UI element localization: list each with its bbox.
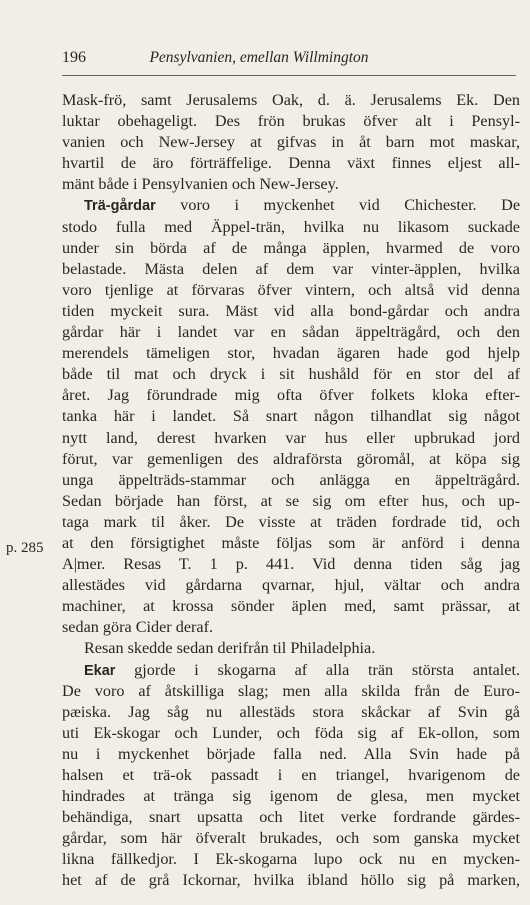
text-line [62,617,520,638]
text-line-content: under sin börda af de många äpplen, hvarmed de voro [62,238,520,257]
text-line [62,322,520,343]
text-line [62,364,520,385]
text-line [62,90,520,111]
text-line-content: mänt både i Pensylvanien och New-Jersey. [62,175,339,194]
text-line [62,217,520,238]
text-line-content: gjorde i skogarna af alla trän största antalet. [134,660,521,679]
text-line [62,111,520,132]
text-line-content: tiden myckeit sura. Mäst vid alla bond-gårdar och andra [62,301,520,320]
text-line [62,174,520,195]
text-line [62,533,520,554]
running-header [62,47,516,76]
text-line-content: at den försigtighet måste följas som är anförd i denna [62,533,520,552]
text-line [62,849,520,870]
text-line-content: gårdar här i landet var en sådan äppelträgård, och den [62,323,520,342]
text-line-content: voro i myckenhet vid Chichester. De [180,196,521,215]
text-line [62,828,520,849]
text-line [62,723,520,744]
text-line-content: uti Ek-skogar och Lunder, och föda sig af Ek-ollon, som [62,723,520,742]
text-line-content: machiner, at krossa sönder äplen med, samt prässar, at [62,597,520,616]
text-line [62,660,520,681]
text-line-content: taga mark til åker. De visste at träden fordrade tid, och [62,512,520,531]
text-line-content: het af de grå Ickornar, hvilka ibland höllo sig på marken, [62,871,520,890]
section-keyword: Ekar [84,662,116,679]
text-line [62,512,520,533]
text-line [62,449,520,470]
text-line [62,491,520,512]
text-line-content: luktar obehageligt. Des frön brukas öfver alt i Pensyl- [62,112,520,131]
text-line [62,596,520,617]
text-line-content: både til mat och dryck i sit hushåld för en stor del af [62,365,520,384]
text-line [62,132,520,153]
text-line [62,343,520,364]
margin-page-reference: p. 285 [6,540,44,556]
text-line [62,554,520,575]
text-line-content: De voro af åtskilliga slag; men alla skilda från de Euro- [62,681,520,700]
text-line-content: A|mer. Resas T. 1 p. 441. Vid denna tiden såg jag [62,555,520,574]
text-line [62,195,520,216]
text-line-content: hindrades at tränga sig igenom de glesa, men mycket [62,787,520,806]
text-line [62,681,520,702]
text-line-content: belastade. Mästa delen af dem var vinter-äpplen, hvilka [62,259,520,278]
text-line-content: allestädes vid gårdarna qvarnar, hjul, vältar och andra [62,576,520,595]
text-line-content: Mask-frö, samt Jerusalems Oak, d. ä. Jerusalems Ek. Den [62,91,520,109]
text-line [62,153,520,174]
text-line-content: pæiska. Jag såg nu allestäds stora skåckar af Svin gå [62,702,520,721]
text-line-content: behändiga, snart upsatta och litet verke fordrande gärdes- [62,808,520,827]
body-text [62,90,520,892]
text-line-content: nytt land, derest hvarken var hus eller upbrukad jord [62,428,520,447]
text-line-content: nu i myckenhet började falla ned. Alla Svin hade på [62,744,520,763]
text-line-content: hvartil de äro förträffelige. Denna växt finnes eljest all- [62,154,520,173]
text-line [62,870,520,891]
text-line [62,301,520,322]
text-line [62,744,520,765]
text-line [62,406,520,427]
running-title: Pensylvanien, emellan Willmington [149,49,369,66]
page-number: 196 [62,49,86,66]
text-line-content: Sedan började han först, at se sig om efter hus, och up- [62,491,520,510]
section-keyword: Trä-gårdar [84,198,156,215]
text-line [62,807,520,828]
text-line [62,702,520,723]
text-line-content: tanka här i landet. Så snart någon tilhandlat sig något [62,407,520,426]
text-line-content: stodo fulla med Äppel-trän, hvilka nu likasom suckade [62,217,520,236]
text-line-content: gårdar, som här öfveralt brukades, och som ganska mycket [62,829,520,848]
text-line-content: likna fällkedjor. I Ek-skogarna lupo ock nu en mycken- [62,850,520,869]
text-line-content: förut, var gemenligen des aldraförsta göromål, at köpa sig [62,449,520,468]
text-line [62,765,520,786]
text-line-content: unga äppelträds-stammar och anlägga en äppelträgård. [62,470,520,489]
text-line-content: sedan göra Cider deraf. [62,618,214,637]
text-line-content: halsen et trä-ok passadt i en triangel, hvarigenom de [62,766,520,784]
text-line-content: merendels tämeligen stor, hvadan ägaren hade god hjelp [62,344,520,363]
text-line [62,786,520,807]
text-line [62,470,520,491]
text-line-content: Resan skedde sedan derifrån til Philadelphia. [84,639,376,658]
text-line [62,575,520,596]
text-line-content: voro tjenlige at förvaras öfver vintern, och altså vid denna [62,280,520,299]
text-line-content: året. Jag förundrade mig ofta öfver folkets kloka efter- [62,386,520,405]
text-line [62,638,520,659]
text-line [62,428,520,449]
text-line [62,259,520,280]
text-line-content: vanien och New-Jersey at gifvas in åt barn mot maskar, [62,133,520,152]
text-line [62,280,520,301]
text-line [62,385,520,406]
text-line [62,238,520,259]
